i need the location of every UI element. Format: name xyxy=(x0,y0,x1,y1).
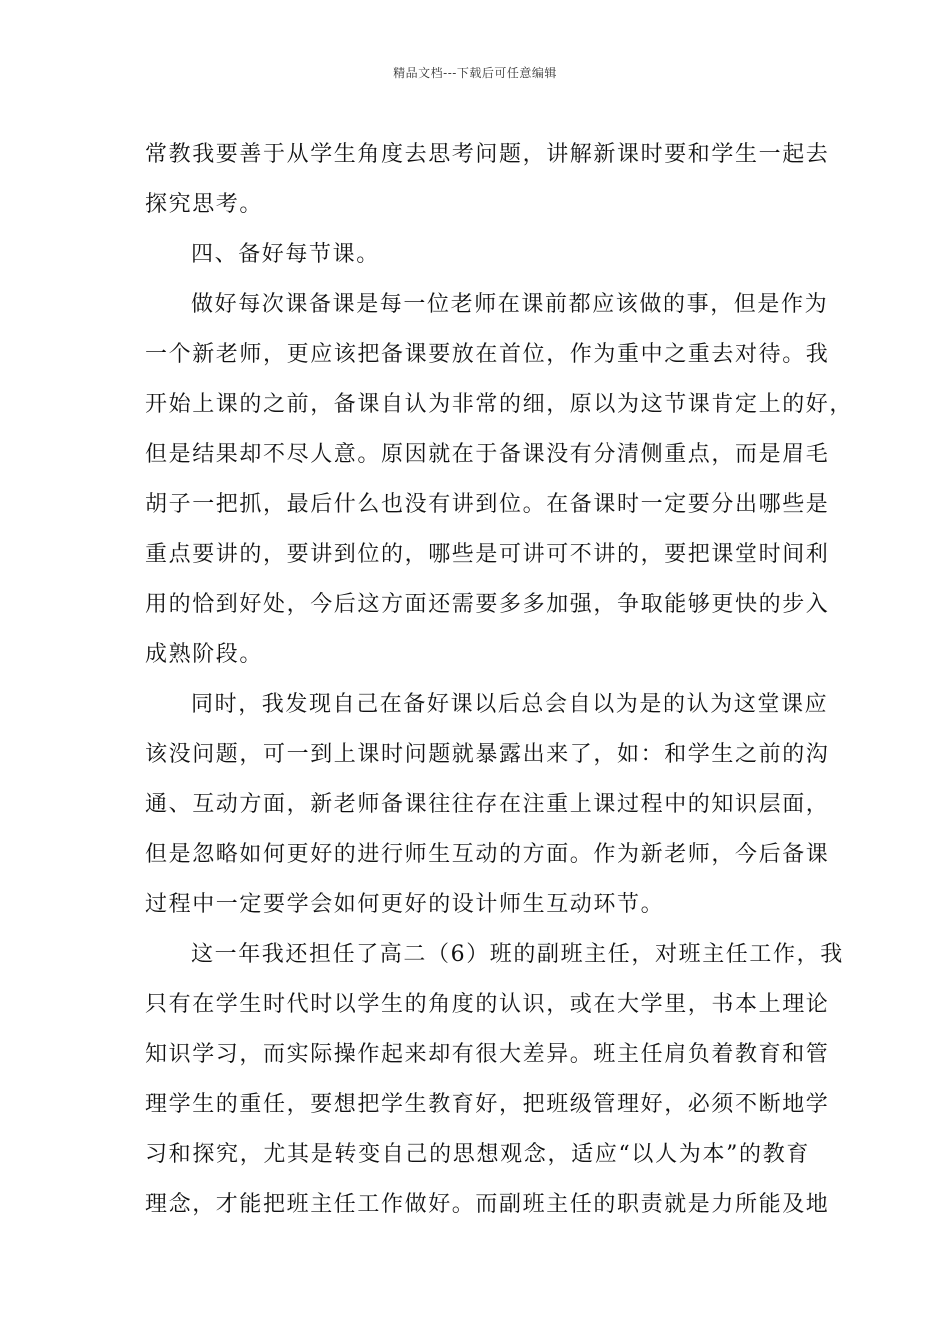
text-line: 常教我要善于从学生角度去思考问题，讲解新课时要和学生一起去 xyxy=(145,142,830,167)
text-line: 过程中一定要学会如何更好的设计师生互动环节。 xyxy=(145,892,665,917)
text-line: 探究思考。 xyxy=(145,192,264,217)
text-line: 一个新老师，更应该把备课要放在首位，作为重中之重去对待。我 xyxy=(145,342,830,367)
text-line: 四、备好每节课。 xyxy=(191,242,380,267)
text-line: 胡子一把抓，最后什么也没有讲到位。在备课时一定要分出哪些是 xyxy=(145,492,830,517)
text-line: 但是结果却不尽人意。原因就在于备课没有分清侧重点，而是眉毛 xyxy=(145,442,830,467)
text-line: 重点要讲的，要讲到位的，哪些是可讲可不讲的，要把课堂时间利 xyxy=(145,542,830,567)
text-line: 理学生的重任，要想把学生教育好，把班级管理好，必须不断地学 xyxy=(145,1092,830,1117)
body-text xyxy=(145,130,854,1230)
text-line: 该没问题，可一到上课时问题就暴露出来了，如：和学生之前的沟 xyxy=(145,742,830,767)
text-line: 通、互动方面，新老师备课往往存在注重上课过程中的知识层面， xyxy=(145,792,830,817)
text-line: 开始上课的之前，备课自认为非常的细，原以为这节课肯定上的好， xyxy=(145,392,854,417)
text-line: 只有在学生时代时以学生的角度的认识，或在大学里，书本上理论 xyxy=(145,992,830,1017)
text-line: 但是忽略如何更好的进行师生互动的方面。作为新老师，今后备课 xyxy=(145,842,830,867)
text-line: 用的恰到好处，今后这方面还需要多多加强，争取能够更快的步入 xyxy=(145,592,830,617)
text-line: 理念，才能把班主任工作做好。而副班主任的职责就是力所能及地 xyxy=(145,1192,830,1217)
text-line: 成熟阶段。 xyxy=(145,642,264,667)
text-line: 这一年我还担任了高二（6）班的副班主任，对班主任工作，我 xyxy=(191,942,844,967)
page-header: 精品文档---下载后可任意编辑 xyxy=(393,66,557,80)
text-line: 做好每次课备课是每一位老师在课前都应该做的事，但是作为 xyxy=(191,292,829,317)
text-line: 知识学习，而实际操作起来却有很大差异。班主任肩负着教育和管 xyxy=(145,1042,830,1067)
text-line: 习和探究，尤其是转变自己的思想观念，适应“以人为本”的教育 xyxy=(145,1142,810,1167)
text-line: 同时，我发现自己在备好课以后总会自以为是的认为这堂课应 xyxy=(191,692,829,717)
